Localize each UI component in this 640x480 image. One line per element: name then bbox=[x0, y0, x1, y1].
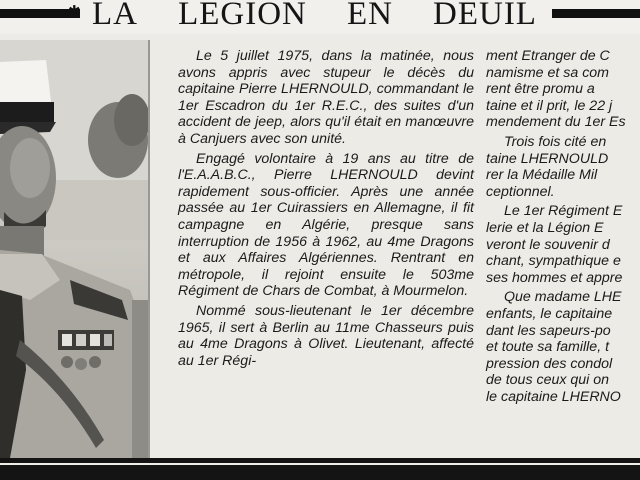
article-line: ceptionnel. bbox=[486, 183, 555, 200]
article-paragraph: Le 5 juillet 1975, dans la matinée, nous avons appris avec stupeur le décès du capitaine Pierre LHERNOULD, commandant le 1er Escadron du 1er R.E.C., des suites d'un accident de jeep, alors qu'il était en manœuvre à Canjuers avec son unité. bbox=[178, 48, 474, 147]
headline-word: LEGION bbox=[178, 0, 307, 32]
article-line: pression des condol bbox=[486, 355, 613, 372]
bottom-rule-stripe bbox=[0, 463, 640, 465]
article-line: et toute sa famille, t bbox=[486, 339, 610, 356]
article-line: enfants, le capitaine bbox=[486, 305, 613, 322]
article-line: lerie et la Légion E bbox=[486, 219, 604, 236]
portrait-illustration bbox=[0, 40, 148, 458]
article-line: Que madame LHE bbox=[504, 289, 622, 306]
article-column-left bbox=[178, 48, 474, 369]
headline bbox=[92, 0, 537, 32]
article-line: chant, sympathique e bbox=[486, 253, 621, 270]
article-line: de tous ceux qui on bbox=[486, 372, 610, 389]
article-line: rent être promu a bbox=[486, 81, 595, 98]
article-line: namisme et sa com bbox=[486, 64, 609, 81]
article-line: Le 1er Régiment E bbox=[504, 203, 623, 220]
headline-word: DEUIL bbox=[433, 0, 537, 32]
header-rule-right bbox=[552, 9, 640, 18]
article-line: dant les sapeurs-po bbox=[486, 322, 611, 339]
article-paragraph: Nommé sous-lieutenant le 1er décembre 1965, il sert à Berlin au 11me Chasseurs puis au 4me Dragons à Olivet. Lieutenant, affecté au 1er Régi- bbox=[178, 302, 474, 369]
captain-portrait-photo bbox=[0, 40, 150, 458]
article-line: veront le souvenir d bbox=[486, 236, 610, 253]
article-line: taine LHERNOULD bbox=[486, 150, 609, 167]
article-line: rer la Médaille Mil bbox=[486, 167, 598, 184]
bottom-rule bbox=[0, 458, 640, 480]
headline-word: LA bbox=[92, 0, 138, 32]
article-line: le capitaine LHERNO bbox=[486, 388, 621, 405]
article-line: taine et il prit, le 22 j bbox=[486, 97, 613, 114]
article-column-right bbox=[486, 48, 640, 405]
article-line: mendement du 1er Es bbox=[486, 114, 626, 131]
article-line: ses hommes et appre bbox=[486, 269, 623, 286]
headline-word: EN bbox=[346, 0, 393, 32]
grenade-icon: ✱ bbox=[68, 2, 81, 20]
article-line: Trois fois cité en bbox=[504, 133, 607, 150]
article-paragraph: Engagé volontaire à 19 ans au titre de l'E.A.A.B.C., Pierre LHERNOULD devint rapidement sous-officier. Après une année passée au 1er Cuirassiers en Allemagne, il fit campagne en Algérie, presque sans interruption de 1956 à 1962, au 4me Dragons et aux Affaires Algériennes. Rentrant en métropole, il rejoint ensuite le 503me Régiment de Chars de Combat, à Mourmelon. bbox=[178, 150, 474, 300]
article-header bbox=[0, 0, 640, 34]
article-line: ment Etranger de C bbox=[486, 48, 610, 64]
